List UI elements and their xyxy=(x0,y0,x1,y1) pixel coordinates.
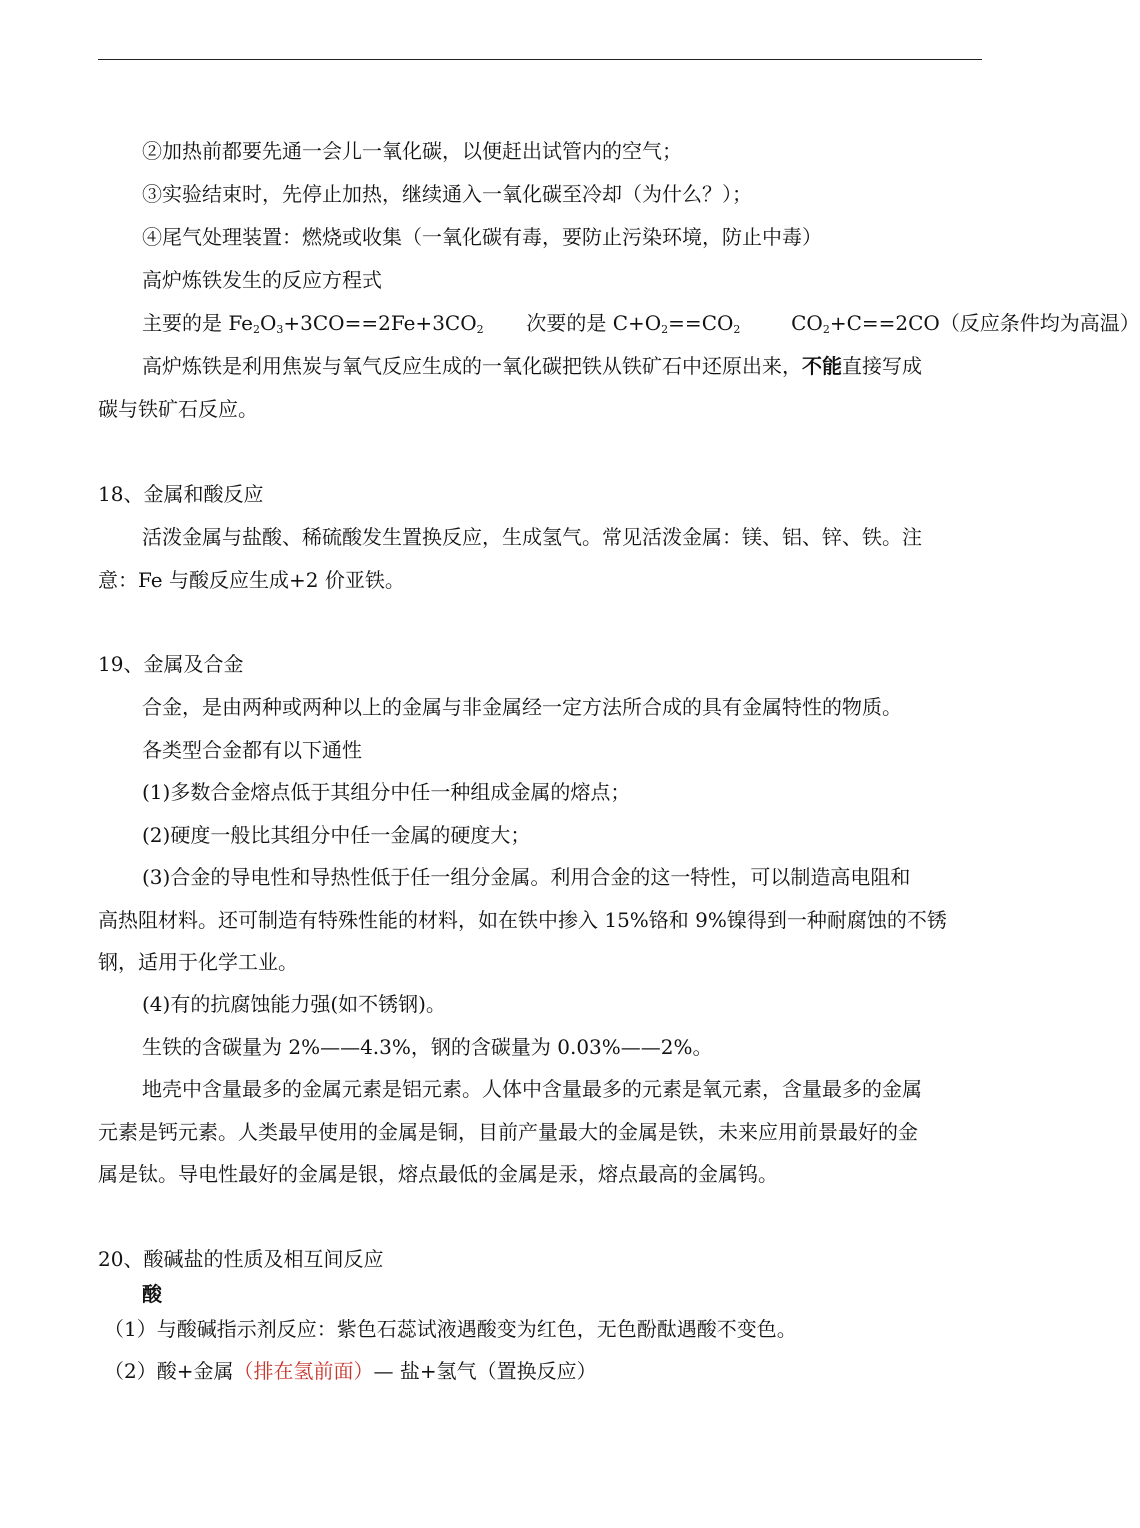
alloy-item-1: (1)多数合金熔点低于其组分中任一种组成金属的熔点； xyxy=(142,780,631,804)
eq-third: $CO_2+C==2CO$ xyxy=(791,311,940,336)
note-4: ④尾气处理装置：燃烧或收集（一氧化碳有毒，要防止污染环境，防止中毒） xyxy=(142,225,822,249)
furnace-equations xyxy=(142,310,1140,336)
alloy-common-heading: 各类型合金都有以下通性 xyxy=(142,738,362,762)
acid-heading: 酸 xyxy=(142,1282,162,1306)
before-hydrogen-note: （排在氢前面） xyxy=(233,1359,374,1383)
eq-main: $Fe_2O_3+3CO==2Fe+3CO_2$ xyxy=(228,311,484,336)
eq-minor-label: 次要的是 xyxy=(526,311,607,335)
metal-facts-line3: 属是钛。导电性最好的金属是银，熔点最低的金属是汞，熔点最高的金属钨。 xyxy=(98,1162,778,1186)
acid-reaction-1: （1）与酸碱指示剂反应：紫色石蕊试液遇酸变为红色，无色酚酞遇酸不变色。 xyxy=(104,1317,797,1341)
section-18-line2: 意：Fe 与酸反应生成+2 价亚铁。 xyxy=(98,568,405,592)
section-20-title: 20、酸碱盐的性质及相互间反应 xyxy=(98,1247,384,1271)
section-19-title: 19、金属及合金 xyxy=(98,652,244,676)
alloy-item-3-line2: 高热阻材料。还可制造有特殊性能的材料，如在铁中掺入 15%铬和 9%镍得到一种耐腐蚀的不锈 xyxy=(98,908,947,932)
furnace-paragraph-line1: 高炉炼铁是利用焦炭与氧气反应生成的一氧化碳把铁从铁矿石中还原出来，不能直接写成 xyxy=(142,354,922,378)
metal-facts-line1: 地壳中含量最多的金属元素是铝元素。人体中含量最多的元素是氧元素，含量最多的金属 xyxy=(142,1077,922,1101)
header-rule xyxy=(98,59,982,60)
alloy-item-2: (2)硬度一般比其组分中任一金属的硬度大； xyxy=(142,823,531,847)
eq-main-label: 主要的是 xyxy=(142,311,222,335)
furnace-paragraph-line2: 碳与铁矿石反应。 xyxy=(98,397,258,421)
furnace-heading: 高炉炼铁发生的反应方程式 xyxy=(142,268,382,292)
carbon-content: 生铁的含碳量为 2%——4.3%，钢的含碳量为 0.03%——2%。 xyxy=(142,1035,713,1059)
acid-reaction-2: （2）酸+金属（排在氢前面）— 盐+氢气（置换反应） xyxy=(104,1359,597,1383)
alloy-item-3-line1: (3)合金的导电性和导热性低于任一组分金属。利用合金的这一特性，可以制造高电阻和 xyxy=(142,865,911,889)
eq-minor: $C+O_2==CO_2$ xyxy=(612,311,741,336)
emphasis-cannot: 不能 xyxy=(802,354,842,378)
alloy-item-4: (4)有的抗腐蚀能力强(如不锈钢)。 xyxy=(142,992,446,1016)
note-2: ②加热前都要先通一会儿一氧化碳，以便赶出试管内的空气； xyxy=(142,139,682,163)
alloy-definition: 合金，是由两种或两种以上的金属与非金属经一定方法所合成的具有金属特性的物质。 xyxy=(142,695,902,719)
section-18-line1: 活泼金属与盐酸、稀硫酸发生置换反应，生成氢气。常见活泼金属：镁、铝、锌、铁。注 xyxy=(142,525,922,549)
alloy-item-3-line3: 钢，适用于化学工业。 xyxy=(98,950,298,974)
section-18-title: 18、金属和酸反应 xyxy=(98,482,264,506)
metal-facts-line2: 元素是钙元素。人类最早使用的金属是铜，目前产量最大的金属是铁，未来应用前景最好的金 xyxy=(98,1120,918,1144)
eq-condition: （反应条件均为高温） xyxy=(939,311,1140,335)
note-3: ③实验结束时，先停止加热，继续通入一氧化碳至冷却（为什么？）； xyxy=(142,182,752,206)
